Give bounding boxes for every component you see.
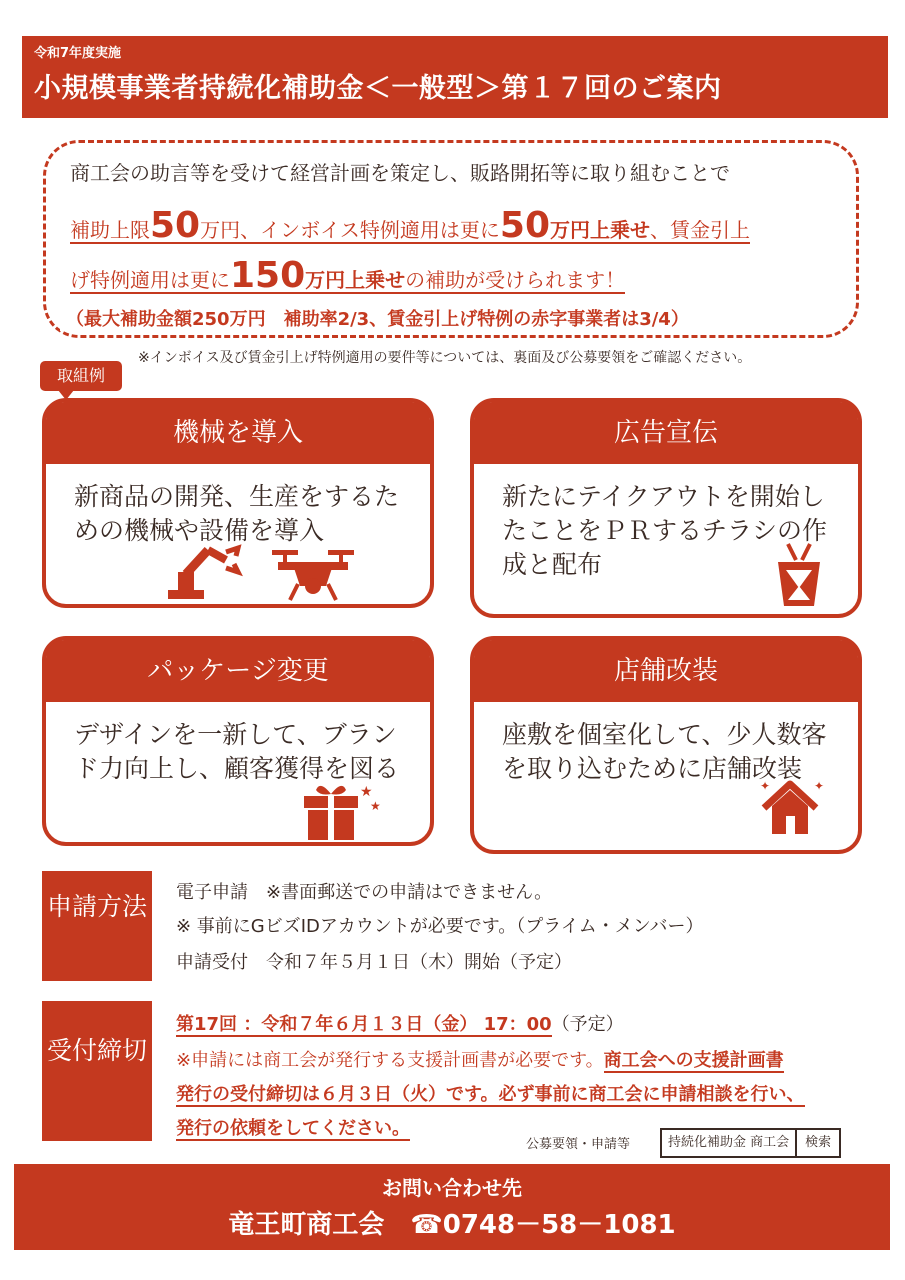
intro-line2d: インボイス特例適用は更に xyxy=(260,218,500,242)
deadline-tentative: （予定） xyxy=(551,1014,624,1035)
card-renovation xyxy=(470,636,862,854)
intro-line1: 商工会の助言等を受けて経営計画を策定し、販路開拓等に取り組むことで xyxy=(70,161,730,185)
intro-line2c: 万円、 xyxy=(200,218,261,242)
card-title: 広告宣伝 xyxy=(474,402,858,464)
search-button: 検索 xyxy=(805,1135,832,1150)
subsidy-limit: 50 xyxy=(150,205,201,246)
svg-text:✦: ✦ xyxy=(760,779,771,793)
intro-line3 xyxy=(70,255,625,296)
svg-text:★: ★ xyxy=(360,784,373,800)
search-box xyxy=(660,1128,841,1158)
page-title: 小規模事業者持続化補助金＜一般型＞第１７回のご案内 xyxy=(34,73,722,104)
deadline-line4 xyxy=(176,1114,410,1140)
takeout-box-icon xyxy=(774,540,824,610)
gift-box-icon xyxy=(300,778,390,844)
intro-line4: （最大補助金額250万円 補助率2/3、賃金引上げ特例の赤字事業者は3/4） xyxy=(60,305,695,331)
requirements-note: ※インボイス及び賃金引上げ特例適用の要件等については、裏面及び公募要領をご確認ください。 xyxy=(138,350,752,366)
card-title: パッケージ変更 xyxy=(46,640,430,702)
deadline-line1 xyxy=(176,1010,624,1036)
wage-bonus: 150 xyxy=(230,255,306,296)
deadline-label: 受付締切 xyxy=(42,1001,152,1141)
application-method-label: 申請方法 xyxy=(42,871,152,981)
card-advertising xyxy=(470,398,862,618)
header-banner xyxy=(22,36,888,118)
intro-line3c: 万円上乗せ xyxy=(305,268,406,292)
intro-line3a: げ特例適用は更に xyxy=(70,268,230,292)
intro-line2g: 、賃金引上 xyxy=(650,218,751,242)
application-line3: 申請受付 令和７年５月１日（木）開始（予定） xyxy=(176,952,572,973)
contact-org: 竜王町商工会 ☎0748－58－1081 xyxy=(228,1210,676,1240)
invoice-bonus: 50 xyxy=(499,205,551,246)
application-line1: 電子申請 ※書面郵送での申請はできません。 xyxy=(176,882,553,903)
intro-line3d: の補助が受けられます！ xyxy=(405,268,626,292)
intro-line2 xyxy=(70,205,750,246)
card-body: デザインを一新して、ブランド力向上し、顧客獲得を図る xyxy=(74,720,400,783)
intro-line2f: 万円上乗せ xyxy=(550,218,651,242)
search-label: 公募要領・申請等 xyxy=(526,1137,631,1152)
card-body: 座敷を個室化して、少人数客を取り込むために店舗改装 xyxy=(502,720,827,783)
deadline-date: 第17回 ：令和７年６月１３日（金） 17：00 xyxy=(176,1014,552,1035)
card-machinery xyxy=(42,398,434,608)
card-body: 新商品の開発、生産をするための機械や設備を導入 xyxy=(74,482,400,545)
card-body: 新たにテイクアウトを開始したことをＰＲするチラシの作成と配布 xyxy=(502,482,828,579)
card-packaging xyxy=(42,636,434,846)
card-title: 店舗改装 xyxy=(474,640,858,702)
footer-contact xyxy=(14,1164,890,1250)
search-query: 持続化補助金 商工会 xyxy=(662,1130,797,1156)
intro-line2a: 補助上限 xyxy=(70,218,150,242)
house-icon xyxy=(758,776,828,840)
contact-title: お問い合わせ先 xyxy=(382,1176,522,1200)
deadline-line2a: ※申請には商工会が発行する支援計画書が必要です。 xyxy=(176,1050,604,1071)
header-subtitle: 令和7年度実施 xyxy=(34,46,122,61)
card-title: 機械を導入 xyxy=(46,402,430,464)
deadline-line3-text: 発行の受付締切は６月３日（火）です。必ず事前に商工会に申請相談を行い、 xyxy=(176,1084,805,1105)
intro-box xyxy=(43,140,859,338)
drone-icon xyxy=(268,546,358,604)
deadline-line4-text: 発行の依頼をしてください。 xyxy=(176,1118,410,1139)
deadline-line2 xyxy=(176,1046,784,1072)
deadline-line3 xyxy=(176,1080,805,1106)
examples-tag: 取組例 xyxy=(40,361,122,391)
svg-text:✦: ✦ xyxy=(814,779,825,793)
svg-text:★: ★ xyxy=(370,799,381,813)
deadline-line2b: 商工会への支援計画書 xyxy=(603,1050,784,1071)
robot-arm-icon xyxy=(164,538,254,602)
application-line2: ※ 事前にGビズIDアカウントが必要です。（プライム・メンバー） xyxy=(176,916,704,937)
